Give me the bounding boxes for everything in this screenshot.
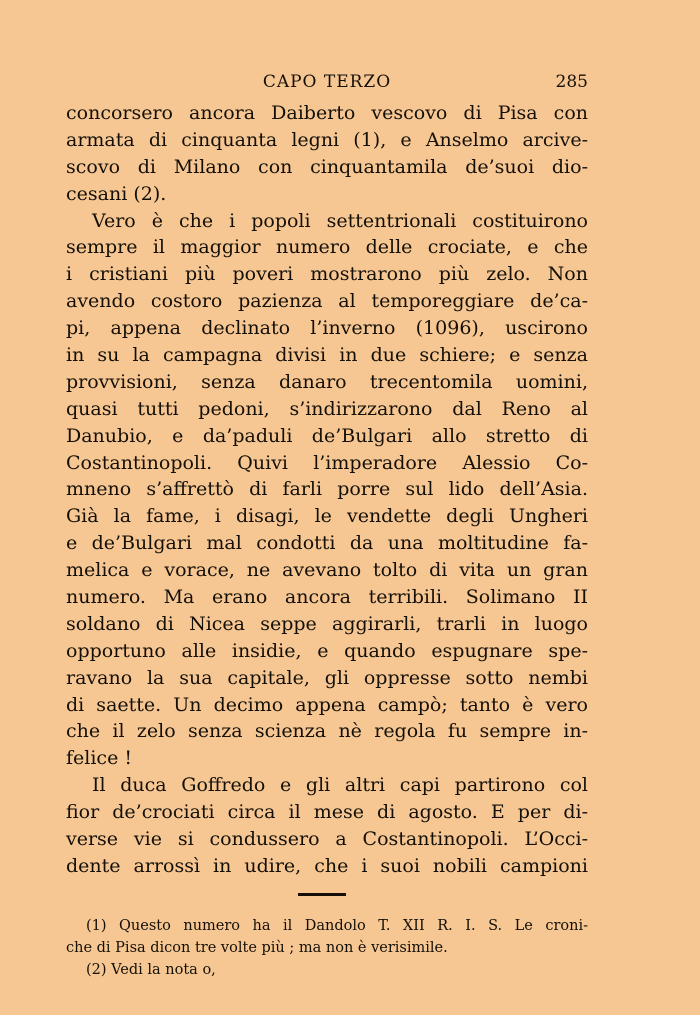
- footnote-line: (1) Questo numero ha il Dandolo T. XII R. I. S. Le croni-: [86, 918, 588, 934]
- text-line: Il duca Goffredo e gli altri capi partirono col: [92, 774, 588, 797]
- text-line: e de’Bulgari mal condotti da una moltitudine fa-: [66, 532, 588, 555]
- text-line: verse vie si condussero a Costantinopoli. L’Occi-: [66, 828, 588, 851]
- text-line: opportuno alle insidie, e quando espugnare spe-: [66, 639, 588, 662]
- text-line: scovo di Milano con cinquantamila de’suoi dio-: [66, 155, 588, 178]
- text-line: provvisioni, senza danaro trecentomila uomini,: [66, 370, 588, 393]
- page-header: [66, 70, 588, 96]
- running-head: CAPO TERZO: [262, 72, 392, 92]
- text-line: felice !: [66, 747, 132, 770]
- text-line: i cristiani più poveri mostrarono più zelo. Non: [66, 263, 588, 286]
- text-line: mneno s’affrettò di farli porre sul lido dell’Asia.: [66, 478, 588, 501]
- text-line: cesani (2).: [66, 182, 167, 205]
- text-line: quasi tutti pedoni, s’indirizzarono dal Reno al: [66, 397, 588, 420]
- text-line: armata di cinquanta legni (1), e Anselmo arcive-: [66, 128, 588, 151]
- text-line: concorsero ancora Daiberto vescovo di Pisa con: [66, 102, 588, 124]
- text-line: avendo costoro pazienza al temporeggiare de’ca-: [66, 290, 588, 313]
- text-line: di saette. Un decimo appena campò; tanto è vero: [66, 693, 588, 716]
- footnote-line: che di Pisa dicon tre volte più ; ma non è verisimile.: [66, 940, 448, 956]
- text-line: melica e vorace, ne avevano tolto di vita un gran: [66, 559, 588, 582]
- text-line: dente arrossì in udire, che i suoi nobili campioni: [66, 854, 588, 877]
- text-line: sempre il maggior numero delle crociate, e che: [66, 236, 588, 259]
- text-line: Vero è che i popoli settentrionali costituirono: [92, 209, 588, 232]
- footnote-separator: [298, 893, 346, 896]
- text-line: soldano di Nicea seppe aggirarli, trarli in luogo: [66, 612, 588, 635]
- footnote-line: (2) Vedi la nota o,: [86, 962, 216, 978]
- text-line: Danubio, e da’paduli de’Bulgari allo stretto di: [66, 424, 588, 447]
- text-line: che il zelo senza scienza nè regola fu sempre in-: [66, 720, 588, 743]
- text-line: ravano la sua capitale, gli oppresse sotto nembi: [66, 666, 588, 689]
- text-line: Già la fame, i disagi, le vendette degli Ungheri: [66, 505, 588, 528]
- page-number: 285: [555, 72, 588, 92]
- text-line: fior de’crociati circa il mese di agosto. E per di-: [66, 801, 588, 824]
- text-line: numero. Ma erano ancora terribili. Solimano II: [66, 586, 588, 609]
- text-line: Costantinopoli. Quivi l’imperadore Alessio Co-: [66, 451, 588, 474]
- text-line: in su la campagna divisi in due schiere; e senza: [66, 344, 588, 367]
- text-line: pi, appena declinato l’inverno (1096), uscirono: [66, 317, 588, 340]
- main-text: [66, 100, 588, 880]
- footnotes: [66, 915, 588, 981]
